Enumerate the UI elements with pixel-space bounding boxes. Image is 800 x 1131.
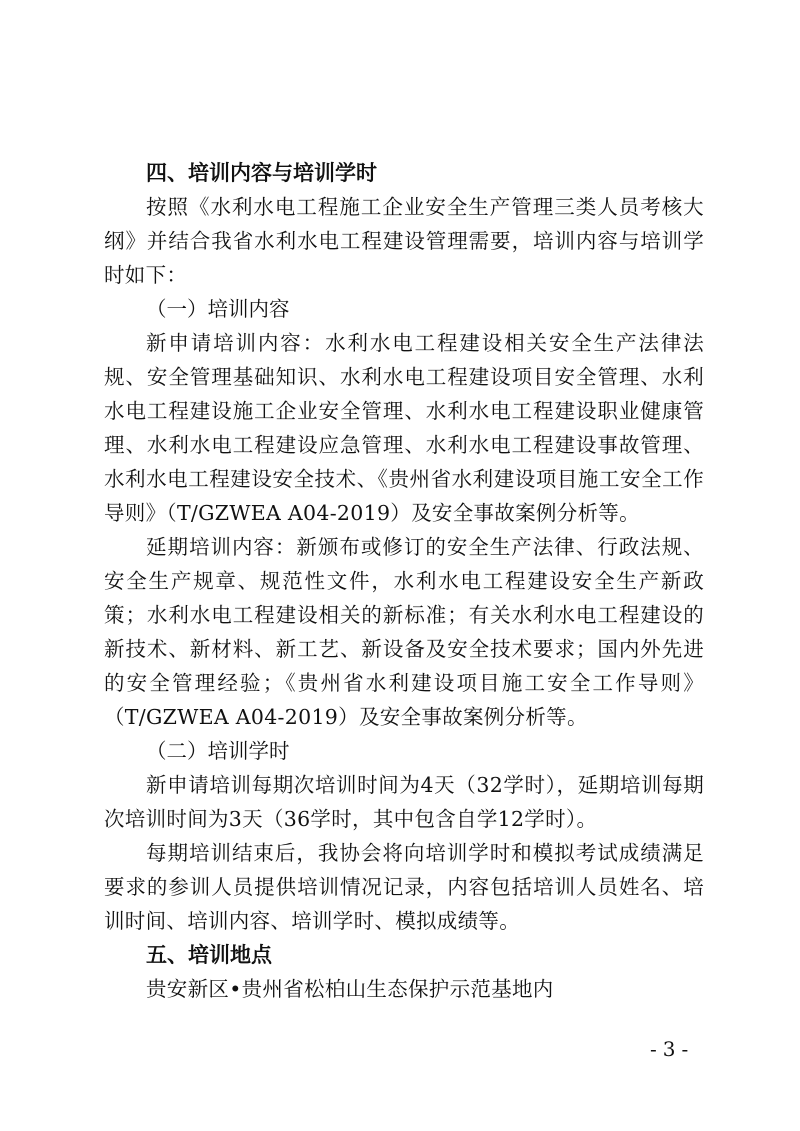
new-application-content-paragraph: 新申请培训内容：水利水电工程建设相关安全生产法律法规、安全管理基础知识、水利水电工程建设项目安全管理、水利水电工程建设施工企业安全管理、水利水电工程建设职业健康管理、水利水电工程建设应急管理、水利水电工程建设事故管理、水利水电工程建设安全技术、《贵州省水利建设项目施工安全工作导则》（T/GZWEA A04-2019）及安全事故案例分析等。 [104,331,704,525]
subsection-training-content-heading: （一）培训内容 [146,297,290,321]
page-number [644,1036,694,1062]
section-5-heading: 五、培训地点 [146,943,272,967]
document-body [104,156,704,1006]
page-number-dash-right: - [681,1037,689,1061]
training-hours-paragraph: 新申请培训每期次培训时间为4天（32学时），延期培训每期次培训时间为3天（36学时，其中包含自学12学时）。 [104,773,704,831]
page-number-value: 3 [662,1037,676,1061]
subsection-training-hours-heading: （二）培训学时 [146,739,290,763]
training-records-paragraph: 每期培训结束后，我协会将向培训学时和模拟考试成绩满足要求的参训人员提供培训情况记录，内容包括培训人员姓名、培训时间、培训内容、培训学时、模拟成绩等。 [104,841,704,933]
page-number-dash-left: - [650,1037,657,1061]
extension-content-paragraph: 延期培训内容：新颁布或修订的安全生产法律、行政法规、安全生产规章、规范性文件，水利水电工程建设安全生产新政策；水利水电工程建设相关的新标准；有关水利水电工程建设的新技术、新材料、新工艺、新设备及安全技术要求；国内外先进的安全管理经验；《贵州省水利建设项目施工安全工作导则》（T/GZWEA A04-2019）及安全事故案例分析等。 [104,535,704,729]
training-location-paragraph: 贵安新区•贵州省松柏山生态保护示范基地内 [146,977,554,1001]
section-4-heading: 四、培训内容与培训学时 [146,161,377,185]
section-4-intro: 按照《水利水电工程施工企业安全生产管理三类人员考核大纲》并结合我省水利水电工程建设管理需要，培训内容与培训学时如下： [104,195,704,287]
